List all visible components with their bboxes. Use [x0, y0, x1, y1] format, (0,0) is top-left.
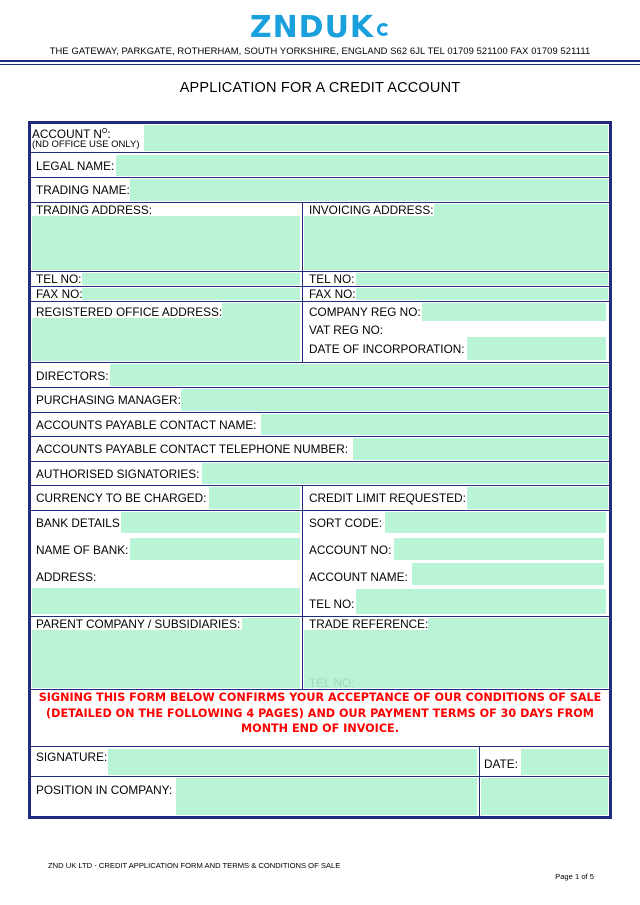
parent-company-label: PARENT COMPANY / SUBSIDIARIES: — [36, 617, 241, 631]
invoicing-fax-label: FAX NO: — [309, 287, 356, 301]
company-reg-label: COMPANY REG NO: — [309, 305, 421, 319]
date-label: DATE: — [484, 757, 518, 771]
invoicing-fax-field[interactable] — [356, 288, 608, 300]
column-divider — [479, 746, 480, 817]
trading-address-field[interactable] — [32, 216, 300, 270]
purchasing-manager-label: PURCHASING MANAGER: — [36, 393, 181, 407]
position-field-right[interactable] — [481, 778, 608, 815]
invoicing-address-field[interactable] — [304, 216, 608, 270]
row-divider — [30, 152, 610, 153]
trading-name-field[interactable] — [130, 179, 608, 201]
registered-office-field[interactable] — [32, 318, 300, 361]
trading-fax-field[interactable] — [82, 288, 300, 300]
trading-address-label: TRADING ADDRESS: — [36, 203, 153, 217]
currency-label: CURRENCY TO BE CHARGED: — [36, 491, 207, 505]
trade-reference-tel-label: TEL NO: — [309, 676, 355, 690]
directors-label: DIRECTORS: — [36, 369, 109, 383]
office-use-note: (ND OFFICE USE ONLY) — [32, 139, 140, 150]
account-no-bank-label: ACCOUNT NO: — [309, 543, 392, 557]
signature-field[interactable] — [108, 749, 477, 775]
bank-tel-field[interactable] — [356, 589, 606, 614]
invoicing-tel-label: TEL NO: — [309, 272, 355, 286]
parent-company-field-top[interactable] — [242, 618, 300, 630]
row-divider — [30, 776, 610, 777]
row-divider — [30, 746, 610, 747]
bank-name-label: NAME OF BANK: — [36, 543, 129, 557]
row-divider — [30, 301, 610, 302]
terms-notice — [30, 690, 610, 737]
position-label: POSITION IN COMPANY: — [36, 783, 173, 797]
purchasing-manager-field[interactable] — [181, 389, 608, 411]
row-divider — [30, 436, 610, 437]
brand-mark-icon — [377, 23, 390, 36]
ap-contact-tel-field[interactable] — [353, 438, 608, 460]
company-address: THE GATEWAY, PARKGATE, ROTHERHAM, SOUTH YORKSHIRE, ENGLAND S62 6JL TEL 01709 521100 FAX 01709 521111 — [49, 45, 591, 56]
date-incorporation-label: DATE OF INCORPORATION: — [309, 342, 465, 356]
row-divider — [30, 362, 610, 363]
header-rule-thin — [0, 64, 640, 65]
invoicing-address-field-top[interactable] — [434, 204, 608, 216]
invoicing-address-label: INVOICING ADDRESS: — [309, 203, 434, 217]
date-field[interactable] — [521, 749, 608, 775]
header-rule — [0, 60, 640, 62]
invoicing-tel-field[interactable] — [356, 273, 608, 285]
registered-office-field-top[interactable] — [222, 303, 300, 318]
position-field[interactable] — [176, 778, 477, 815]
bank-name-field[interactable] — [130, 538, 300, 560]
ap-contact-tel-label: ACCOUNTS PAYABLE CONTACT TELEPHONE NUMBER: — [36, 442, 349, 456]
sort-code-field[interactable] — [385, 512, 606, 533]
column-divider — [302, 202, 303, 362]
bank-tel-label: TEL NO: — [309, 597, 355, 611]
column-divider — [302, 485, 303, 689]
brand-name: ZNDUK — [249, 10, 375, 45]
row-divider — [30, 485, 610, 486]
ap-contact-name-field[interactable] — [261, 414, 608, 435]
currency-field[interactable] — [209, 487, 300, 509]
credit-limit-label: CREDIT LIMIT REQUESTED: — [309, 491, 466, 505]
trading-fax-label: FAX NO: — [36, 287, 83, 301]
trading-tel-field[interactable] — [82, 273, 300, 285]
legal-name-field[interactable] — [116, 155, 608, 176]
account-no-bank-field[interactable] — [394, 538, 604, 560]
page-title: APPLICATION FOR A CREDIT ACCOUNT — [179, 80, 461, 96]
bank-address-field[interactable] — [32, 588, 300, 614]
registered-office-label: REGISTERED OFFICE ADDRESS: — [36, 305, 223, 319]
bank-details-label: BANK DETAILS — [36, 516, 120, 530]
account-name-label: ACCOUNT NAME: — [309, 570, 408, 584]
company-logo — [0, 10, 640, 45]
credit-limit-field[interactable] — [467, 487, 608, 509]
authorised-signatories-field[interactable] — [202, 463, 608, 484]
company-reg-field[interactable] — [422, 303, 606, 321]
trading-name-label: TRADING NAME: — [36, 183, 130, 197]
vat-reg-label: VAT REG NO: — [309, 323, 384, 337]
sort-code-label: SORT CODE: — [309, 516, 382, 530]
parent-company-field[interactable] — [32, 630, 300, 688]
account-no-field[interactable] — [144, 125, 608, 151]
row-divider — [30, 177, 610, 178]
row-divider — [30, 387, 610, 388]
bank-address-label: ADDRESS: — [36, 570, 97, 584]
directors-field[interactable] — [110, 364, 608, 386]
legal-name-label: LEGAL NAME: — [36, 159, 115, 173]
bank-details-field[interactable] — [121, 512, 300, 533]
account-name-field[interactable] — [412, 563, 604, 585]
page-number: Page 1 of 5 — [555, 872, 594, 881]
trade-reference-label: TRADE REFERENCE: — [309, 617, 429, 631]
row-divider — [30, 412, 610, 413]
date-incorporation-field[interactable] — [467, 337, 606, 360]
notice-line: SIGNING THIS FORM BELOW CONFIRMS YOUR ACCEPTANCE OF OUR CONDITIONS OF SALE — [38, 691, 602, 704]
notice-line: (DETAILED ON THE FOLLOWING 4 PAGES) AND OUR PAYMENT TERMS OF 30 DAYS FROM — [46, 706, 594, 720]
trading-tel-label: TEL NO: — [36, 272, 82, 286]
trade-reference-field-top[interactable] — [428, 618, 608, 630]
ap-contact-name-label: ACCOUNTS PAYABLE CONTACT NAME: — [36, 418, 257, 432]
signature-label: SIGNATURE: — [36, 750, 108, 764]
footer-text: ZND UK LTD - CREDIT APPLICATION FORM AND TERMS & CONDITIONS OF SALE — [48, 861, 341, 870]
row-divider — [30, 461, 610, 462]
authorised-signatories-label: AUTHORISED SIGNATORIES: — [36, 467, 200, 481]
account-no-label: ACCOUNT $N^O$: — [32, 127, 111, 141]
notice-line: MONTH END OF INVOICE. — [241, 722, 399, 735]
row-divider — [30, 510, 610, 511]
